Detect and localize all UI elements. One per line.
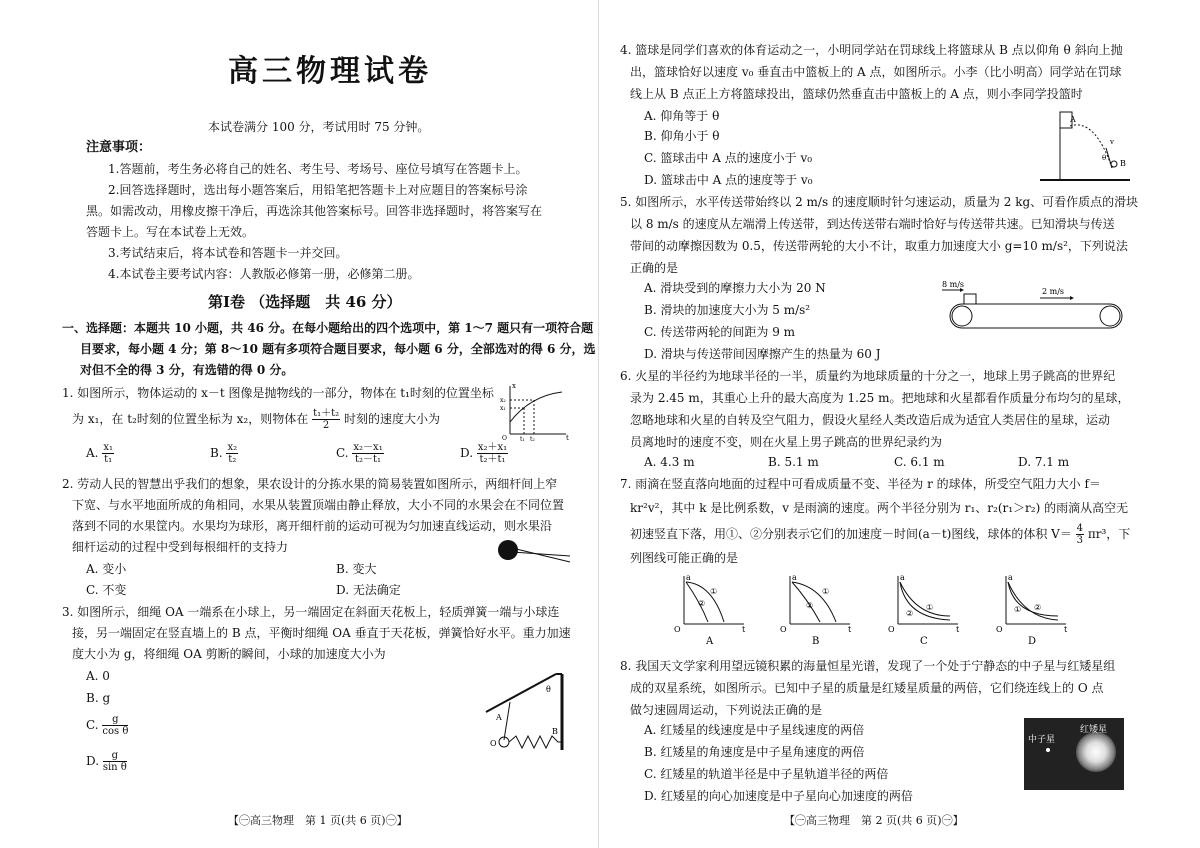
q7-stem-part: πr³，下: [1087, 527, 1131, 541]
curve-1-label: ①: [1014, 605, 1022, 614]
q3-option-a[interactable]: A. 0: [86, 669, 110, 683]
option-fraction: [103, 750, 127, 773]
binary-star-image: [1024, 718, 1124, 790]
volume-fraction: [1076, 523, 1084, 546]
curve-2-label: ②: [806, 601, 814, 610]
q6-option-c[interactable]: C. 6.1 m: [894, 455, 945, 469]
curve-1-label: ①: [710, 587, 718, 596]
page-footer: 【㊀高三物理 第 1 页(共 6 页)㊀】: [228, 814, 408, 827]
notice-item: 4.本试卷主要考试内容：人教版必修第一册，必修第二册。: [108, 267, 420, 281]
notice-item: 1.答题前，考生务必将自己的姓名、考生号、考场号、座位号填写在答题卡上。: [108, 162, 528, 176]
q4-stem: 出，篮球恰好以速度 v₀ 垂直击中篮板上的 A 点，如图所示。小李（比小明高）同学站在罚球: [630, 65, 1122, 79]
figure-label: A: [1070, 115, 1076, 124]
notice-item: 3.考试结束后，将本试卷和答题卡一并交回。: [108, 246, 348, 260]
q5-option-a[interactable]: A. 滑块受到的摩擦力大小为 20 N: [644, 281, 826, 295]
q6-stem: 忽略地球和火星的自转及空气阻力，假设火星经人类改造后成为适宜人类居住的星球，运动: [630, 413, 1111, 427]
q2-stem: 落到不同的水果筐内。水果均为球形，离开细杆前的运动可视为匀加速直线运动，则水果沿: [72, 519, 553, 533]
q1-option-b[interactable]: [210, 442, 238, 465]
q2-stem: 下宽、与水平地面所成的角相同，水果从装置顶端由静止释放，大小不同的水果会在不同位置: [72, 498, 565, 512]
q2-option-b[interactable]: B. 变大: [336, 562, 377, 576]
q7-graph-option-d[interactable]: [994, 572, 1070, 646]
figure-label: A: [496, 713, 502, 722]
q1-option-d[interactable]: [460, 442, 508, 465]
fraction-denominator: t₁: [104, 454, 113, 465]
q1-stem-line2: [72, 407, 440, 431]
exam-page-2: [600, 0, 1200, 848]
fraction-numerator: g: [103, 750, 127, 762]
q5-stem: 5. 如图所示，水平传送带始终以 2 m/s 的速度顺时针匀速运动，质量为 2 kg、可看作质点的滑块: [620, 195, 1139, 209]
q5-stem: 正确的是: [630, 261, 679, 275]
axis-label-a: a: [792, 573, 797, 582]
q4-stem: 线上从 B 点正上方将篮球投出，篮球仍然垂直击中篮板上的 A 点，则小李同学投篮时: [630, 87, 1083, 101]
q3-stem: 3. 如图所示，细绳 OA 一端系在小球上，另一端固定在斜面天花板上，轻质弹簧一端与小球连: [62, 605, 560, 619]
option-fraction: [226, 442, 238, 465]
q1-option-c[interactable]: [336, 442, 384, 465]
origin-label: O: [996, 625, 1003, 634]
q5-conveyor-figure: [940, 280, 1130, 340]
q7-stem: 列图线可能正确的是: [630, 551, 739, 565]
notice-item: 答题卡上。写在本试卷上无效。: [86, 225, 255, 239]
figure-label: B: [552, 727, 558, 736]
page-footer: 【㊀高三物理 第 2 页(共 6 页)㊀】: [784, 814, 964, 827]
q2-option-d[interactable]: D. 无法确定: [336, 583, 401, 597]
graph-label: x₁: [500, 405, 506, 412]
notice-heading: 注意事项：: [86, 140, 152, 155]
figure-label: 2 m/s: [1042, 287, 1065, 296]
fraction-denominator: t₂＋t₁: [479, 454, 506, 465]
q1-option-a[interactable]: [86, 442, 114, 465]
q4-option-a[interactable]: A. 仰角等于 θ: [644, 109, 720, 123]
exam-intro: 本试卷满分 100 分，考试用时 75 分钟。: [208, 120, 430, 134]
q6-option-b[interactable]: B. 5.1 m: [768, 455, 819, 469]
q2-stem: 细杆运动的过程中受到每根细杆的支持力: [72, 540, 289, 554]
fraction-numerator: x₁: [103, 442, 113, 453]
q7-stem: 7. 雨滴在竖直落向地面的过程中可看成质量不变、半径为 r 的球体，所受空气阻力大小 f＝: [620, 477, 1101, 491]
q4-option-b[interactable]: B. 仰角小于 θ: [644, 129, 720, 143]
notice-item: 2.回答选择题时，选出每小题答案后，用铅笔把答题卡上对应题目的答案标号涂: [108, 183, 528, 197]
curve-1-label: ①: [926, 603, 934, 612]
curve-1-label: ①: [822, 587, 830, 596]
q6-stem: 员离地时的速度不变，则在火星上男子跳高的世界纪录约为: [630, 435, 943, 449]
graph-option-letter: C: [920, 636, 928, 647]
option-label: D.: [86, 754, 100, 768]
curve-1: [792, 582, 836, 622]
q7-stem-line3: [630, 522, 1130, 546]
q2-option-c[interactable]: C. 不变: [86, 583, 127, 597]
fraction-numerator: t₁＋t₂: [313, 408, 340, 419]
q1-stem: 1. 如图所示，物体运动的 x－t 图像是抛物线的一部分，物体在 t₁时刻的位置坐标: [62, 386, 494, 400]
q8-option-d[interactable]: D. 红矮星的向心加速度是中子星向心加速度的两倍: [644, 789, 913, 803]
q4-option-c[interactable]: C. 篮球击中 A 点的速度小于 v₀: [644, 151, 813, 165]
q2-option-a[interactable]: A. 变小: [86, 562, 127, 576]
notice-item: 黑。如需改动，用橡皮擦干净后，再选涂其他答案标号。回答非选择题时，将答案写在: [86, 204, 543, 218]
graph-label: x: [512, 382, 516, 390]
red-dwarf-label: 红矮星: [1080, 725, 1108, 735]
q8-stem: 成的双星系统，如图所示。已知中子星的质量是红矮星质量的两倍，它们绕连线上的 O 点: [630, 681, 1104, 695]
option-fraction: [477, 442, 508, 465]
q8-option-a[interactable]: A. 红矮星的线速度是中子星线速度的两倍: [644, 723, 865, 737]
graph-label: t₂: [530, 436, 535, 443]
graph-label: t: [566, 434, 569, 442]
q4-stem: 4. 篮球是同学们喜欢的体育运动之一，小明同学站在罚球线上将篮球从 B 点以仰角 θ 斜向上抛: [620, 43, 1123, 57]
q8-stem: 8. 我国天文学家利用望远镜积累的海量恒星光谱，发现了一个处于宁静态的中子星与红矮星组: [620, 659, 1116, 673]
section-desc: 对但不全的得 3 分，有选错的得 0 分。: [80, 363, 294, 377]
axis-label-t: t: [848, 625, 852, 634]
q5-stem: 以 8 m/s 的速度从左端滑上传送带，到达传送带右端时恰好与传送带共速。已知滑块与传送: [630, 217, 1115, 231]
q3-option-c[interactable]: [86, 714, 128, 737]
graph-option-letter: A: [706, 636, 714, 647]
fraction-denominator: sin θ: [102, 762, 127, 773]
graph-label: O: [502, 435, 507, 442]
section-desc: 一、选择题：本题共 10 小题，共 46 分。在每小题给出的四个选项中，第 1～7 题只有一项符合题: [62, 321, 594, 335]
q3-stem: 度大小为 g，将细绳 OA 剪断的瞬间，小球的加速度大小为: [72, 647, 386, 661]
neutron-star-label: 中子星: [1028, 735, 1056, 745]
figure-label: θ: [1102, 154, 1107, 162]
q6-stem: 录为 2.45 m，其重心上升的最大高度为 1.25 m。把地球和火星都看作质量分布均匀的星球，: [630, 391, 1130, 405]
q5-option-b[interactable]: B. 滑块的加速度大小为 5 m/s²: [644, 303, 811, 317]
q3-option-b[interactable]: B. g: [86, 691, 111, 705]
option-fraction: [102, 714, 128, 737]
q1-stem-part: 时刻的速度大小为: [343, 412, 440, 426]
origin-label: O: [674, 625, 681, 634]
section-desc: 目要求，每小题 4 分；第 8～10 题有多项符合题目要求，每小题 6 分，全部选对的得 6 分，选: [80, 342, 596, 356]
q4-option-d[interactable]: D. 篮球击中 A 点的速度等于 v₀: [644, 173, 813, 187]
q6-option-a[interactable]: A. 4.3 m: [644, 455, 695, 469]
axis-label-a: a: [686, 573, 691, 582]
fraction-numerator: x₂－x₁: [353, 442, 383, 453]
q1-xt-graph: [500, 382, 572, 442]
option-fraction: [352, 442, 383, 465]
curve-2-label: ②: [698, 599, 706, 608]
q7-graph-option-c[interactable]: [886, 572, 962, 646]
option-label: C.: [336, 446, 349, 460]
axis-label-a: a: [900, 573, 905, 582]
q1-time-fraction: [312, 408, 340, 431]
graph-option-letter: D: [1028, 636, 1037, 647]
graph-label: t₁: [520, 436, 525, 443]
option-label: C.: [86, 718, 99, 732]
exam-title: 高三物理试卷: [228, 54, 432, 89]
figure-label: 8 m/s: [942, 280, 965, 289]
q5-option-d[interactable]: D. 滑块与传送带间因摩擦产生的热量为 60 J: [644, 347, 881, 361]
q5-option-c[interactable]: C. 传送带两轮的间距为 9 m: [644, 325, 796, 339]
fraction-denominator: t₂－t₁: [355, 454, 382, 465]
q3-rope-spring-figure: [486, 670, 574, 752]
figure-label: θ: [546, 685, 551, 694]
curve-2: [1008, 582, 1058, 620]
fraction-numerator: x₂＋x₁: [477, 442, 508, 453]
graph-option-letter: B: [812, 636, 820, 647]
axis-label-t: t: [742, 625, 746, 634]
q6-stem: 6. 火星的半径约为地球半径的一半，质量约为地球质量的十分之一，地球上男子跳高的世界纪: [620, 369, 1116, 383]
q8-stem: 做匀速圆周运动，下列说法正确的是: [630, 703, 823, 717]
figure-label: B: [1120, 159, 1126, 168]
fraction-numerator: x₂: [227, 442, 238, 453]
curve-2-label: ②: [906, 609, 914, 618]
option-label: A.: [86, 446, 99, 460]
fruit-sorter-figure: [494, 534, 574, 568]
q8-option-c[interactable]: C. 红矮星的轨道半径是中子星轨道半径的两倍: [644, 767, 889, 781]
fraction-denominator: 2: [322, 420, 330, 431]
origin-label: O: [888, 625, 895, 634]
axis-label-a: a: [1008, 573, 1013, 582]
section-title: 第Ⅰ卷 （选择题 共 46 分）: [208, 293, 402, 311]
q7-stem: kr²v²，其中 k 是比例系数，v 是雨滴的速度。两个半径分别为 r₁、r₂(r₁＞r₂) 的雨滴从高空无: [630, 501, 1129, 515]
q7-graph-option-b[interactable]: [778, 572, 854, 646]
figure-label: O: [490, 739, 497, 748]
q1-stem-part: 为 x₁，在 t₂时刻的位置坐标为 x₂，则物体在: [72, 412, 309, 426]
q2-stem: 2. 劳动人民的智慧出乎我们的想象，果农设计的分拣水果的简易装置如图所示，两细杆间上窄: [62, 477, 558, 491]
q6-option-d[interactable]: D. 7.1 m: [1018, 455, 1070, 469]
option-label: D.: [460, 446, 474, 460]
fraction-denominator: 3: [1076, 535, 1084, 546]
graph-label: x₂: [500, 397, 506, 404]
axis-label-t: t: [1064, 625, 1068, 634]
fraction-numerator: 4: [1076, 523, 1084, 534]
q3-stem: 接，另一端固定在竖直墙上的 B 点，平衡时细绳 OA 垂直于天花板，弹簧恰好水平。重力加速: [72, 626, 571, 640]
axis-label-t: t: [956, 625, 960, 634]
fraction-denominator: cos θ: [102, 726, 129, 737]
red-dwarf-glow: [1076, 732, 1116, 772]
q8-option-b[interactable]: B. 红矮星的角速度是中子星角速度的两倍: [644, 745, 865, 759]
option-label: B.: [210, 446, 223, 460]
fraction-numerator: g: [102, 714, 128, 726]
q4-basketball-figure: [1040, 108, 1132, 186]
curve-2-label: ②: [1034, 603, 1042, 612]
q7-graph-option-a[interactable]: [672, 572, 748, 646]
q5-stem: 带间的动摩擦因数为 0.5，传送带两轮的大小不计，取重力加速度大小 g=10 m/s²，下列说法: [630, 239, 1128, 253]
option-fraction: [102, 442, 114, 465]
q3-option-d[interactable]: [86, 750, 127, 773]
fraction-denominator: t₂: [228, 454, 237, 465]
origin-label: O: [780, 625, 787, 634]
figure-label: v: [1110, 138, 1114, 146]
neutron-star-dot: [1046, 748, 1050, 752]
q7-stem-part: 初速竖直下落，用①、②分别表示它们的加速度－时间(a－t)图线，球体的体积 V＝: [630, 527, 1072, 541]
